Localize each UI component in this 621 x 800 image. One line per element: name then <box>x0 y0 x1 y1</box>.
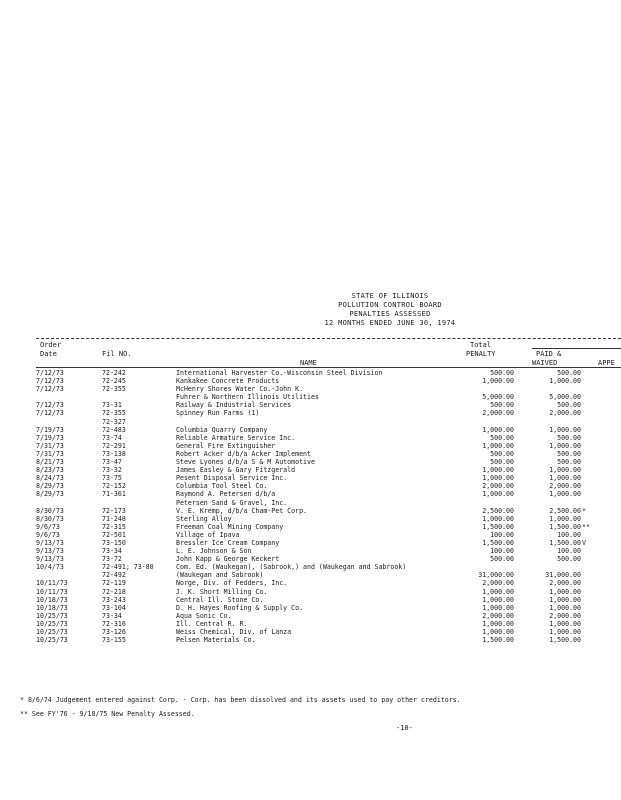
paid-waived-cell: 100.00 <box>557 530 581 539</box>
file-no-cell: 73-31 <box>102 401 122 410</box>
name-cell: Steve Lyones d/b/a S & M Automotive <box>176 458 315 467</box>
total-penalty-cell: 1,000.00 <box>482 466 514 475</box>
total-penalty-cell: 1,000.00 <box>482 514 514 523</box>
order-date-cell: 7/12/73 <box>36 377 64 386</box>
flag-cell: V <box>582 538 586 547</box>
total-penalty-cell: 1,000.00 <box>482 425 514 434</box>
file-no-cell: 72-291 <box>102 441 126 450</box>
paid-waived-cell: 1,000.00 <box>549 619 581 628</box>
table-row <box>0 499 621 507</box>
paid-waived-cell: 500.00 <box>557 449 581 458</box>
order-date-cell: 10/11/73 <box>36 587 68 596</box>
paid-underline <box>532 348 621 349</box>
total-penalty-cell: 500.00 <box>490 458 514 467</box>
order-date-cell: 10/18/73 <box>36 595 68 604</box>
name-cell: McHenry Shores Water Co.-John K. <box>176 385 304 394</box>
table-row <box>0 409 621 417</box>
table-row <box>0 604 621 612</box>
name-cell: Reliable Armature Service Inc. <box>176 433 296 442</box>
name-cell: J. K. Short Milling Co. <box>176 587 268 596</box>
order-date-cell: 7/31/73 <box>36 449 64 458</box>
total-penalty-cell: 1,000.00 <box>482 595 514 604</box>
name-cell: V. E. Kremp, d/b/a Cham-Pet Corp. <box>176 506 308 515</box>
name-cell: Columbia Tool Steel Co. <box>176 482 268 491</box>
total-penalty-cell: 5,000.00 <box>482 393 514 402</box>
total-penalty-cell: 2,000.00 <box>482 579 514 588</box>
table-row <box>0 515 621 523</box>
file-no-cell: 72-316 <box>102 619 126 628</box>
paid-waived-cell: 31,000.00 <box>545 571 581 580</box>
order-date-cell: 9/13/73 <box>36 538 64 547</box>
paid-waived-cell: 1,000.00 <box>549 514 581 523</box>
penalty-table <box>0 369 621 644</box>
total-penalty-cell: 1,000.00 <box>482 377 514 386</box>
table-row <box>0 418 621 426</box>
file-no-cell: 73-150 <box>102 538 126 547</box>
table-row <box>0 571 621 579</box>
order-date-cell: 10/25/73 <box>36 628 68 636</box>
file-no-cell: 72-483 <box>102 425 126 434</box>
order-date-cell: 7/19/73 <box>36 433 64 442</box>
file-no-cell: 72-242 <box>102 369 126 377</box>
table-row <box>0 620 621 628</box>
name-cell: Sterling Alloy <box>176 514 232 523</box>
name-cell: John Kapp & George Keckert <box>176 555 280 564</box>
col-appeal: APPE <box>598 359 615 367</box>
name-cell: Railway & Industrial Services <box>176 401 292 410</box>
file-no-cell: 72-491; 73-80 <box>102 563 154 572</box>
table-row <box>0 612 621 620</box>
file-no-cell: 73-74 <box>102 433 122 442</box>
footnote-1: * 8/6/74 Judgement entered against Corp. - Corp. has been dissolved and its assets used to pay other creditors. <box>20 696 461 704</box>
file-no-cell: 73-32 <box>102 466 122 475</box>
flag-cell: ** <box>582 522 590 531</box>
table-row <box>0 596 621 604</box>
col-name: NAME <box>300 359 317 367</box>
table-row <box>0 579 621 587</box>
col-order-date-1: Order <box>40 341 62 349</box>
paid-waived-cell: 500.00 <box>557 433 581 442</box>
table-row <box>0 442 621 450</box>
table-row <box>0 523 621 531</box>
paid-waived-cell: 1,000.00 <box>549 603 581 612</box>
name-cell: Bressler Ice Cream Company <box>176 538 280 547</box>
paid-waived-cell: 1,500.00 <box>549 538 581 547</box>
total-penalty-cell: 1,000.00 <box>482 474 514 483</box>
table-row <box>0 426 621 434</box>
total-penalty-cell: 500.00 <box>490 369 514 377</box>
total-penalty-cell: 2,500.00 <box>482 506 514 515</box>
paid-waived-cell: 1,000.00 <box>549 490 581 499</box>
name-cell: Spinney Run Farms (1) <box>176 409 260 418</box>
name-cell: Kankakee Concrete Products <box>176 377 280 386</box>
total-penalty-cell: 31,000.00 <box>478 571 514 580</box>
file-no-cell: 71-361 <box>102 490 126 499</box>
file-no-cell: 72-218 <box>102 587 126 596</box>
file-no-cell: 73-34 <box>102 611 122 620</box>
col-total-1: Total <box>470 341 492 349</box>
file-no-cell: 73-34 <box>102 547 122 556</box>
name-cell: Freeman Coal Mining Company <box>176 522 284 531</box>
file-no-cell: 73-138 <box>102 449 126 458</box>
file-no-cell: 73-126 <box>102 628 126 636</box>
top-rule <box>36 338 621 339</box>
order-date-cell: 8/24/73 <box>36 474 64 483</box>
order-date-cell: 8/21/73 <box>36 458 64 467</box>
table-row <box>0 507 621 515</box>
order-date-cell: 10/4/73 <box>36 563 64 572</box>
header-period: 12 MONTHS ENDED JUNE 30, 1974 <box>324 319 456 327</box>
table-row <box>0 450 621 458</box>
total-penalty-cell: 2,000.00 <box>482 482 514 491</box>
paid-waived-cell: 2,000.00 <box>549 482 581 491</box>
file-no-cell: 72-355 <box>102 385 126 394</box>
table-row <box>0 547 621 555</box>
order-date-cell: 10/25/73 <box>36 611 68 620</box>
table-row <box>0 628 621 636</box>
table-row <box>0 636 621 644</box>
file-no-cell: 72-501 <box>102 530 126 539</box>
paid-waived-cell: 1,000.00 <box>549 441 581 450</box>
file-no-cell: 72-173 <box>102 506 126 515</box>
name-cell: Central Ill. Stone Co. <box>176 595 264 604</box>
total-penalty-cell: 1,500.00 <box>482 538 514 547</box>
order-date-cell: 8/30/73 <box>36 506 64 515</box>
page-number: -10- <box>396 724 413 732</box>
order-date-cell: 7/19/73 <box>36 425 64 434</box>
order-date-cell: 9/13/73 <box>36 555 64 564</box>
order-date-cell: 7/12/73 <box>36 401 64 410</box>
table-row <box>0 531 621 539</box>
name-cell: Fuhrer & Northern Illinois Utilities <box>176 393 319 402</box>
order-date-cell: 7/12/73 <box>36 369 64 377</box>
table-row <box>0 393 621 401</box>
paid-waived-cell: 1,000.00 <box>549 474 581 483</box>
name-cell: Pesent Disposal Service Inc. <box>176 474 288 483</box>
total-penalty-cell: 1,000.00 <box>482 587 514 596</box>
paid-waived-cell: 1,500.00 <box>549 522 581 531</box>
table-row <box>0 563 621 571</box>
total-penalty-cell: 1,500.00 <box>482 522 514 531</box>
order-date-cell: 9/6/73 <box>36 530 60 539</box>
file-no-cell: 72-355 <box>102 409 126 418</box>
header-state: STATE OF ILLINOIS <box>351 292 429 300</box>
total-penalty-cell: 2,000.00 <box>482 611 514 620</box>
name-cell: L. E. Johnson & Son <box>176 547 252 556</box>
paid-waived-cell: 500.00 <box>557 555 581 564</box>
file-no-cell: 71-248 <box>102 514 126 523</box>
file-no-cell: 72-492 <box>102 571 126 580</box>
table-row <box>0 458 621 466</box>
total-penalty-cell: 1,000.00 <box>482 619 514 628</box>
table-row <box>0 466 621 474</box>
name-cell: (Waukegan and Sabrook) <box>176 571 264 580</box>
total-penalty-cell: 1,000.00 <box>482 603 514 612</box>
name-cell: Ill. Central R. R. <box>176 619 248 628</box>
name-cell: Aqua Sonic Co. <box>176 611 232 620</box>
table-row <box>0 385 621 393</box>
total-penalty-cell: 500.00 <box>490 401 514 410</box>
file-no-cell: 73-155 <box>102 636 126 645</box>
paid-waived-cell: 1,000.00 <box>549 377 581 386</box>
total-penalty-cell: 2,000.00 <box>482 409 514 418</box>
paid-waived-cell: 500.00 <box>557 458 581 467</box>
file-no-cell: 73-243 <box>102 595 126 604</box>
paid-waived-cell: 2,000.00 <box>549 579 581 588</box>
col-paid-2: WAIVED <box>532 359 558 367</box>
name-cell: Columbia Quarry Company <box>176 425 268 434</box>
col-total-2: PENALTY <box>466 350 496 358</box>
order-date-cell: 7/12/73 <box>36 409 64 418</box>
col-file-no: Fil NO. <box>102 350 132 358</box>
table-row <box>0 539 621 547</box>
paid-waived-cell: 5,000.00 <box>549 393 581 402</box>
paid-waived-cell: 100.00 <box>557 547 581 556</box>
name-cell: Com. Ed. (Waukegan), (Sabrook,) and (Waukegan and Sabrook) <box>176 563 407 572</box>
table-row <box>0 401 621 409</box>
footnote-2: ** See FY'76 - 9/18/75 New Penalty Assessed. <box>20 710 195 718</box>
order-date-cell: 9/13/73 <box>36 547 64 556</box>
file-no-cell: 72-315 <box>102 522 126 531</box>
name-cell: Robert Acker d/b/a Acker Implement <box>176 449 311 458</box>
order-date-cell: 7/31/73 <box>36 441 64 450</box>
order-date-cell: 10/18/73 <box>36 603 68 612</box>
paid-waived-cell: 2,500.00 <box>549 506 581 515</box>
file-no-cell: 73-75 <box>102 474 122 483</box>
paid-waived-cell: 1,000.00 <box>549 466 581 475</box>
col-paid-1: PAID & <box>536 350 562 358</box>
name-cell: Raymond A. Petersen d/b/a <box>176 490 276 499</box>
total-penalty-cell: 1,000.00 <box>482 441 514 450</box>
paid-waived-cell: 1,000.00 <box>549 595 581 604</box>
paid-waived-cell: 500.00 <box>557 401 581 410</box>
name-cell: D. H. Hayes Roofing & Supply Co. <box>176 603 304 612</box>
paid-waived-cell: 1,000.00 <box>549 425 581 434</box>
paid-waived-cell: 1,500.00 <box>549 636 581 645</box>
order-date-cell: 8/23/73 <box>36 466 64 475</box>
table-row <box>0 482 621 490</box>
paid-waived-cell: 2,000.00 <box>549 409 581 418</box>
col-order-date-2: Date <box>40 350 57 358</box>
name-cell: International Harvester Co.-Wisconsin Steel Division <box>176 369 383 377</box>
total-penalty-cell: 1,000.00 <box>482 628 514 636</box>
header-title: PENALTIES ASSESSED <box>349 310 431 318</box>
order-date-cell: 8/29/73 <box>36 490 64 499</box>
file-no-cell: 72-119 <box>102 579 126 588</box>
table-row <box>0 474 621 482</box>
order-date-cell: 10/25/73 <box>36 619 68 628</box>
order-date-cell: 8/29/73 <box>36 482 64 491</box>
file-no-cell: 73-47 <box>102 458 122 467</box>
table-row <box>0 555 621 563</box>
order-date-cell: 7/12/73 <box>36 385 64 394</box>
table-row <box>0 377 621 385</box>
header-board: POLLUTION CONTROL BOARD <box>338 301 442 309</box>
file-no-cell: 72-245 <box>102 377 126 386</box>
order-date-cell: 10/25/73 <box>36 636 68 645</box>
total-penalty-cell: 100.00 <box>490 547 514 556</box>
file-no-cell: 73-104 <box>102 603 126 612</box>
total-penalty-cell: 1,500.00 <box>482 636 514 645</box>
table-row <box>0 490 621 498</box>
name-cell: Norge, Div. of Fedders, Inc. <box>176 579 288 588</box>
total-penalty-cell: 100.00 <box>490 530 514 539</box>
order-date-cell: 9/6/73 <box>36 522 60 531</box>
table-row <box>0 588 621 596</box>
total-penalty-cell: 500.00 <box>490 449 514 458</box>
file-no-cell: 72-327 <box>102 417 126 426</box>
paid-waived-cell: 1,000.00 <box>549 587 581 596</box>
paid-waived-cell: 1,000.00 <box>549 628 581 636</box>
table-row <box>0 434 621 442</box>
order-date-cell: 10/11/73 <box>36 579 68 588</box>
header-rule <box>36 367 621 368</box>
total-penalty-cell: 1,000.00 <box>482 490 514 499</box>
name-cell: General Fire Extinguisher <box>176 441 276 450</box>
name-cell: Petersen Sand & Gravel, Inc. <box>176 498 288 507</box>
name-cell: Pelsen Materials Co. <box>176 636 256 645</box>
flag-cell: * <box>582 506 586 515</box>
paid-waived-cell: 500.00 <box>557 369 581 377</box>
paid-waived-cell: 2,000.00 <box>549 611 581 620</box>
file-no-cell: 73-72 <box>102 555 122 564</box>
name-cell: Village of Ipava <box>176 530 240 539</box>
file-no-cell: 72-152 <box>102 482 126 491</box>
order-date-cell: 8/30/73 <box>36 514 64 523</box>
total-penalty-cell: 500.00 <box>490 555 514 564</box>
total-penalty-cell: 500.00 <box>490 433 514 442</box>
name-cell: Weiss Chemical, Div. of Lanza <box>176 628 292 636</box>
table-row <box>0 369 621 377</box>
name-cell: James Easley & Gary Fitzgerald <box>176 466 296 475</box>
